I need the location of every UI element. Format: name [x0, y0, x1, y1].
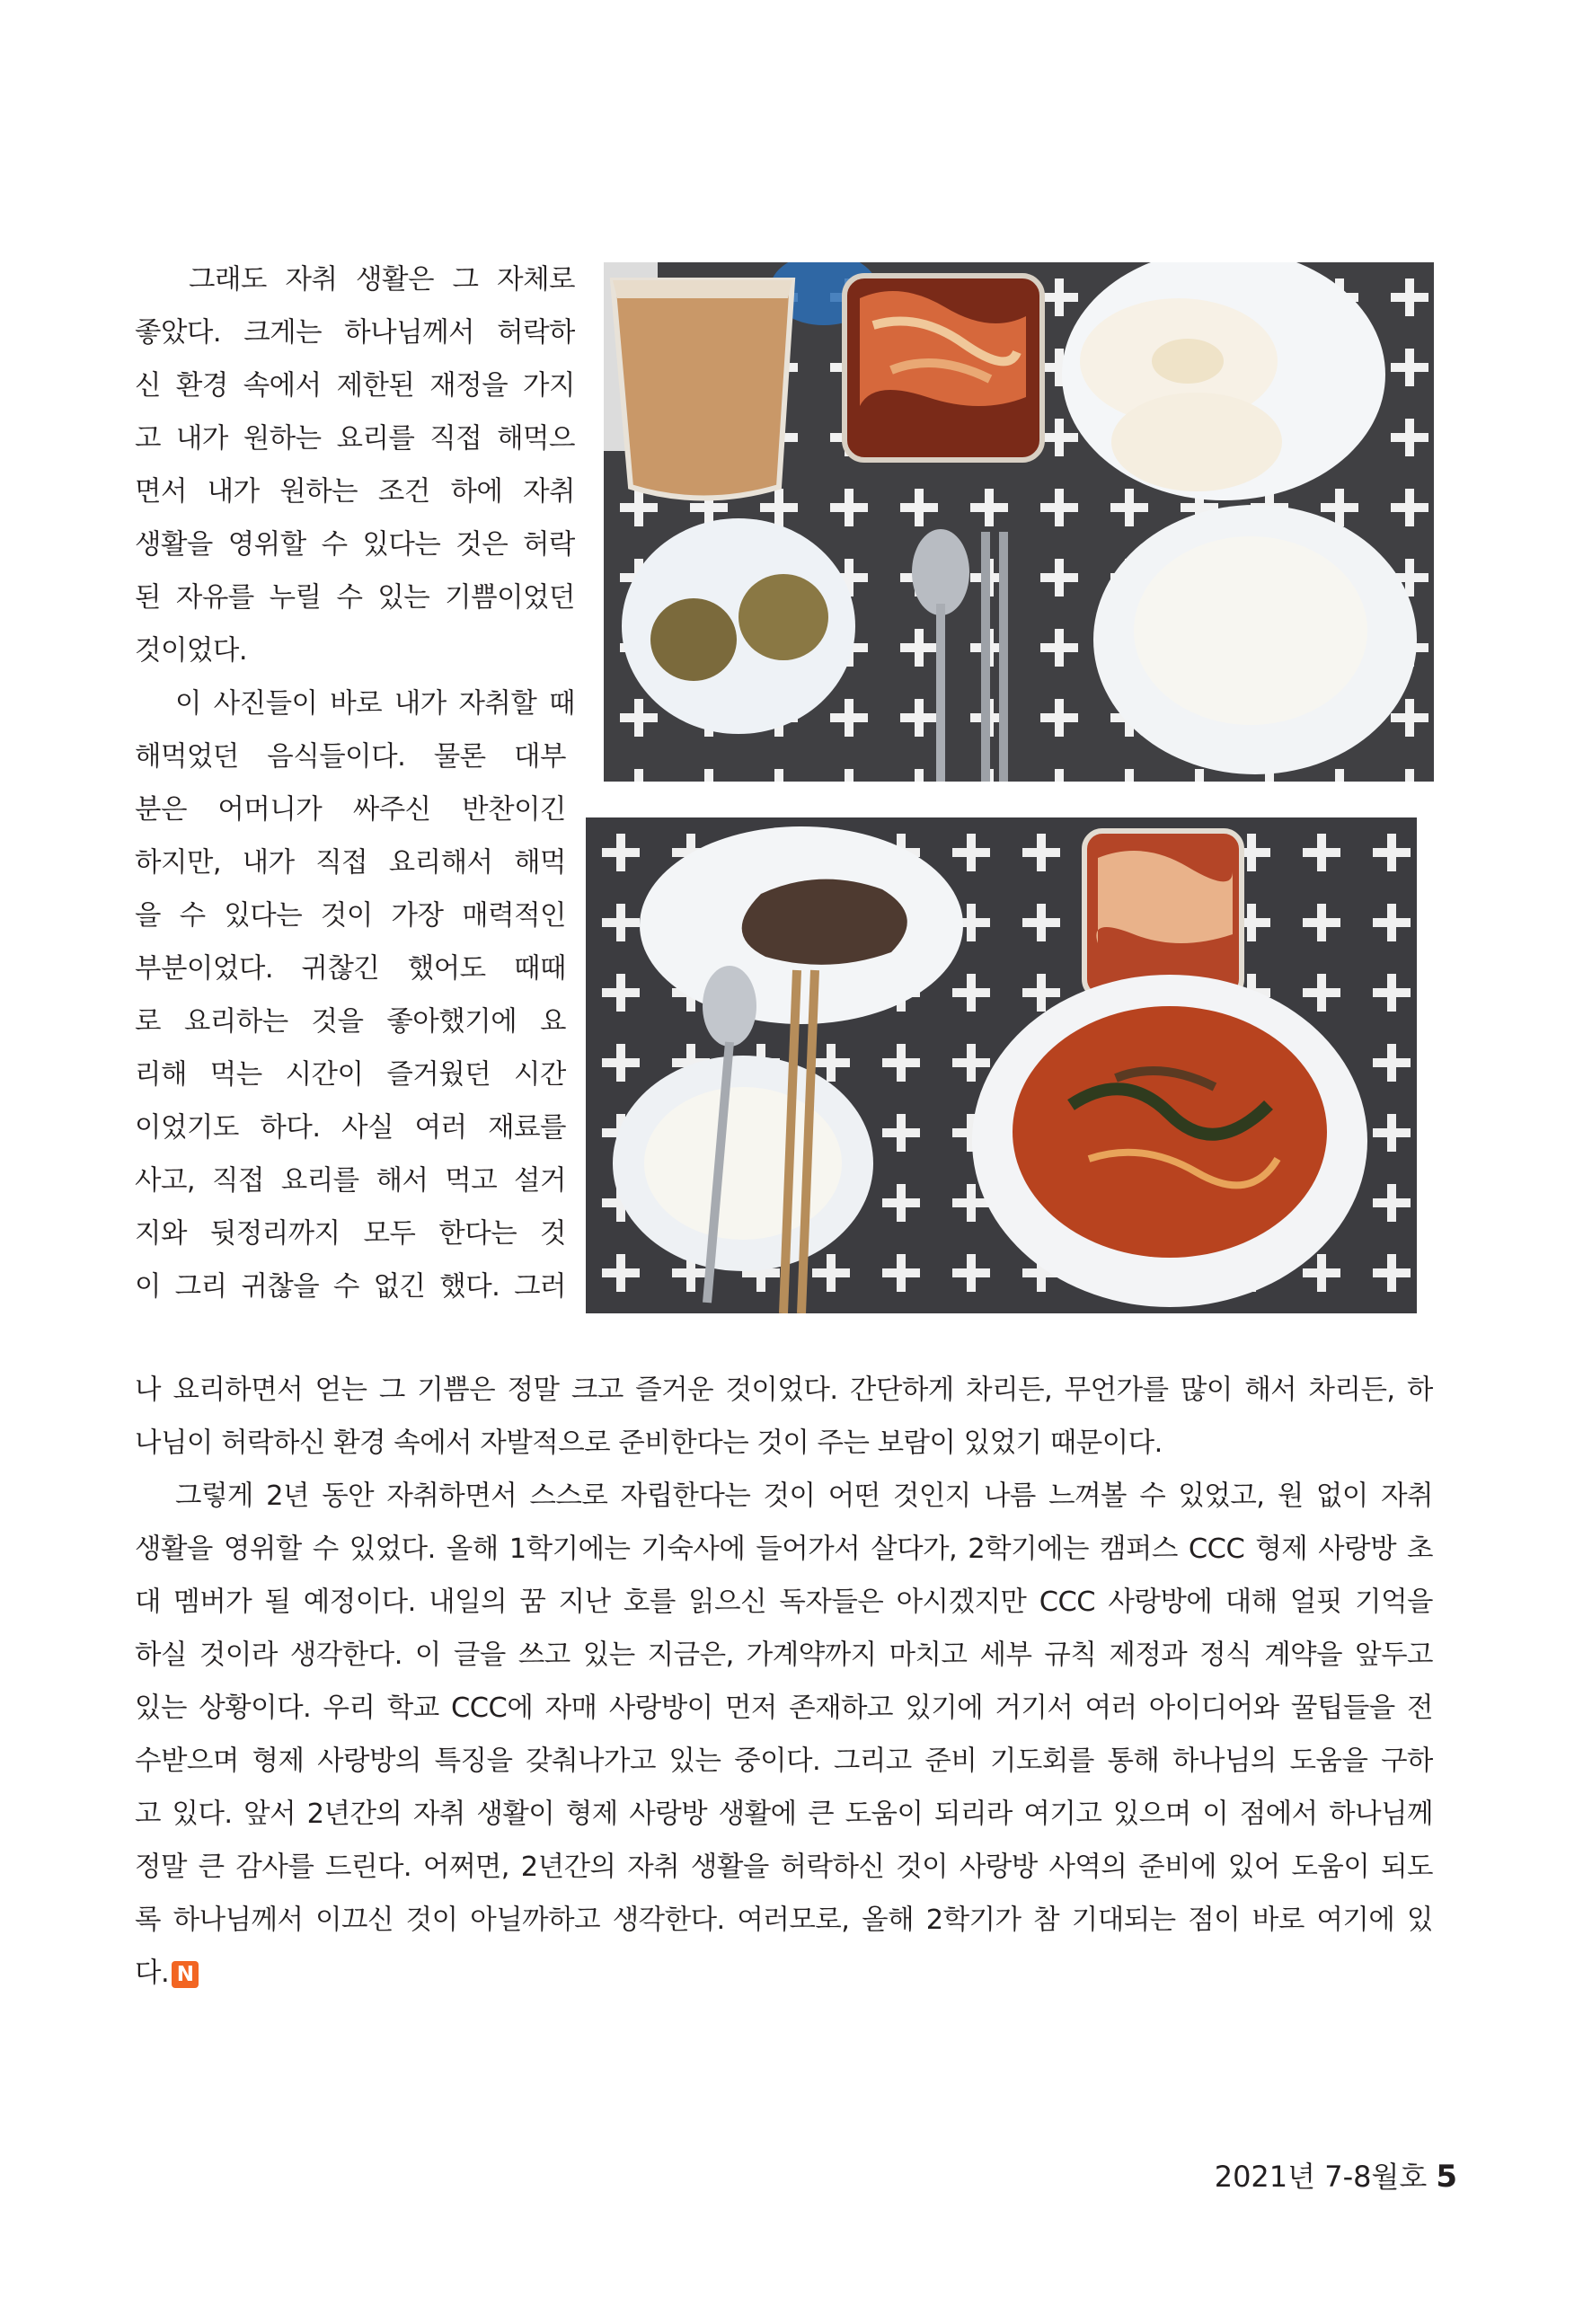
text-line: 록 하나님께서 이끄신 것이 아닐까하고 생각한다. 여러모로, 올해 2학기가 참 기대되는 점이 바로 여기에 있	[135, 1904, 1433, 1936]
text-line: 이었기도 하다. 사실 여러 재료를	[135, 1112, 566, 1144]
text-line: 있는 상황이다. 우리 학교 CCC에 자매 사랑방이 먼저 존재하고 있기에 거기서 여러 아이디어와 꿀팁들을 전	[135, 1692, 1433, 1724]
text-line: 하실 것이라 생각한다. 이 글을 쓰고 있는 지금은, 가계약까지 마치고 세부 규칙 제정과 정식 계약을 앞두고	[135, 1639, 1433, 1671]
text-line: 대 멤버가 될 예정이다. 내일의 꿈 지난 호를 읽으신 독자들은 아시겠지만 CCC 사랑방에 대해 얼핏 기억을	[135, 1586, 1433, 1618]
text-line: 이 그리 귀찮을 수 없긴 했다. 그러	[135, 1271, 566, 1303]
text-line: 그렇게 2년 동안 자취하면서 스스로 자립한다는 것이 어떤 것인지 나름 느껴볼 수 있었고, 원 없이 자취	[175, 1480, 1433, 1512]
text-line: 사고, 직접 요리를 해서 먹고 설거	[135, 1165, 566, 1197]
meal-photo-2	[586, 817, 1417, 1313]
issue-label: 2021년 7-8월호	[1214, 2160, 1428, 2194]
text-line: 고 있다. 앞서 2년간의 자취 생활이 형제 사랑방 생활에 큰 도움이 되리라 여기고 있으며 이 점에서 하나님께	[135, 1798, 1433, 1830]
text-line: 분은 어머니가 싸주신 반찬이긴	[135, 794, 566, 826]
meal-photo-1	[604, 262, 1434, 782]
food-photo-icon	[604, 262, 1434, 782]
text-line: 나 요리하면서 얻는 그 기쁨은 정말 크고 즐거운 것이었다. 간단하게 차리든, 무언가를 많이 해서 차리든, 하	[135, 1374, 1433, 1406]
text-line: 생활을 영위할 수 있다는 것은 허락	[135, 529, 575, 561]
food-photo-icon	[586, 817, 1417, 1313]
text-line: 지와 뒷정리까지 모두 한다는 것	[135, 1218, 566, 1250]
text-line: 나님이 허락하신 환경 속에서 자발적으로 준비한다는 것이 주는 보람이 있었기 때문이다.	[135, 1427, 1163, 1459]
text-line: 신 환경 속에서 제한된 재정을 가지	[135, 370, 575, 402]
text-line: 하지만, 내가 직접 요리해서 해먹	[135, 847, 566, 879]
text-line: 그래도 자취 생활은 그 자체로	[189, 264, 575, 296]
text-line: 된 자유를 누릴 수 있는 기쁨이었던	[135, 582, 575, 614]
article-body-text	[135, 1364, 1433, 2000]
text-line: 부분이었다. 귀찮긴 했어도 때때	[135, 953, 566, 985]
page-footer	[1215, 2154, 1457, 2196]
text-line: 정말 큰 감사를 드린다. 어쩌면, 2년간의 자취 생활을 허락하신 것이 사랑방 사역의 준비에 있어 도움이 되도	[135, 1851, 1433, 1883]
end-mark-icon: N	[172, 1961, 199, 1988]
text-line: 수받으며 형제 사랑방의 특징을 갖춰나가고 있는 중이다. 그리고 준비 기도회를 통해 하나님의 도움을 구하	[135, 1745, 1433, 1777]
text-line: 해먹었던 음식들이다. 물론 대부	[135, 741, 566, 773]
text-line: 것이었다.	[135, 635, 248, 667]
text-line: 이 사진들이 바로 내가 자취할 때	[175, 688, 575, 720]
page-number: 5	[1436, 2159, 1457, 2195]
text-line: 좋았다. 크게는 하나님께서 허락하	[135, 317, 575, 349]
article-column-text	[135, 253, 575, 1313]
text-line: 로 요리하는 것을 좋아했기에 요	[135, 1006, 566, 1038]
text-line: 생활을 영위할 수 있었다. 올해 1학기에는 기숙사에 들어가서 살다가, 2학기에는 캠퍼스 CCC 형제 사랑방 초	[135, 1533, 1433, 1565]
text-line: 리해 먹는 시간이 즐거웠던 시간	[135, 1059, 566, 1091]
text-line: 면서 내가 원하는 조건 하에 자취	[135, 476, 575, 508]
text-line: 다. N	[135, 1947, 1433, 2000]
text-line: 을 수 있다는 것이 가장 매력적인	[135, 900, 566, 932]
text-line: 고 내가 원하는 요리를 직접 해먹으	[135, 423, 575, 455]
